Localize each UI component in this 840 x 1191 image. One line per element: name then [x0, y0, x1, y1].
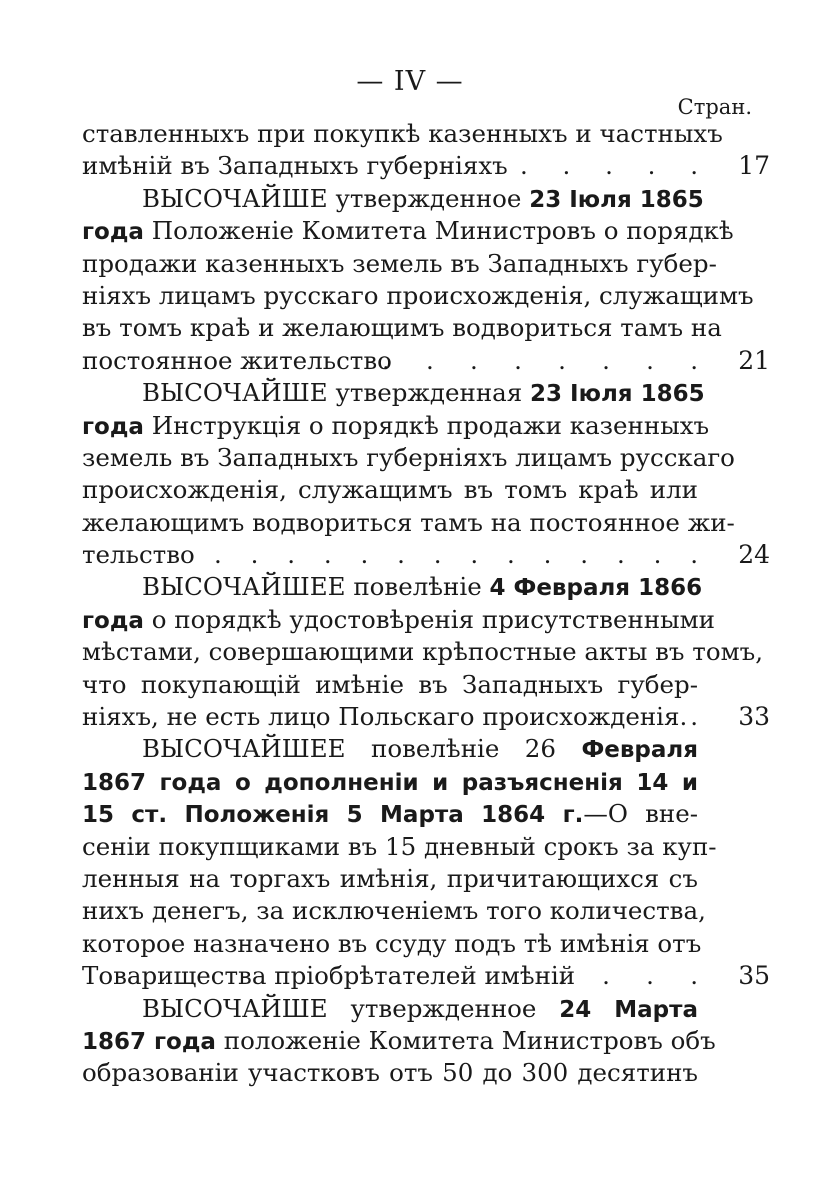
toc-page-number: 24 — [738, 540, 770, 570]
toc-line: ставленныхъ при покупкѣ казенныхъ и частныхъ — [82, 119, 723, 148]
toc-line: тельство . . . . . . . . . . . . . . 24 — [82, 539, 698, 571]
toc-line: нихъ денегъ, за исключеніемъ того количества, — [82, 896, 706, 926]
toc-line: ВЫСОЧАЙШЕ утвержденное 24 Марта — [142, 993, 698, 1023]
toc-line: 15 ст. Положенія 5 Марта 1864 г.—О вне- — [82, 799, 698, 829]
toc-line: происхожденія, служащимъ въ томъ краѣ или — [82, 475, 698, 505]
toc-line: образованіи участковъ отъ 50 до 300 десятинъ — [82, 1058, 698, 1088]
toc-page-number: 21 — [738, 345, 770, 375]
page-number: — IV — — [356, 66, 464, 97]
toc-line: которое назначено въ ссуду подъ тѣ имѣнія отъ — [82, 928, 702, 958]
toc-line: Товарищества пріобрѣтателей имѣній . . . . 35 — [82, 960, 698, 992]
toc-line: года о порядкѣ удостовѣренія присутственными — [82, 604, 716, 634]
toc-line: въ томъ краѣ и желающимъ водвориться тамъ на — [82, 313, 722, 343]
toc-line: ленныя на торгахъ имѣнія, причитающихся съ — [82, 863, 698, 893]
toc-line: 1867 года о дополненіи и разъясненія 14 и — [82, 769, 698, 796]
table-of-contents — [82, 118, 770, 1090]
toc-page-number: 33 — [738, 702, 770, 732]
toc-line: ніяхъ лицамъ русскаго происхожденія, служащимъ — [82, 280, 754, 310]
toc-line: имѣній въ Западныхъ губерніяхъ . . . . . 17 — [82, 150, 698, 182]
toc-line: года Инструкція о порядкѣ продажи казенныхъ — [82, 410, 710, 440]
leader-dots: . . . . — [558, 961, 698, 991]
toc-line: ВЫСОЧАЙШЕЕ повелѣніе 4 Февраля 1866 — [142, 572, 703, 602]
toc-line: сеніи покупщиками въ 15 дневный срокъ за куп- — [82, 831, 717, 861]
toc-line: постоянное жительство . . . . . . . . 21 — [82, 345, 698, 377]
toc-line: земель въ Западныхъ губерніяхъ лицамъ русскаго — [82, 442, 735, 472]
toc-line: продажи казенныхъ земель въ Западныхъ губер- — [82, 248, 717, 278]
leader-dots: . . . . . — [520, 151, 698, 181]
toc-line: года Положеніе Комитета Министровъ о порядкѣ — [82, 216, 734, 246]
toc-line: ВЫСОЧАЙШЕ утвержденное 23 Іюля 1865 — [142, 183, 704, 213]
leader-dots: . . . . . . . . . . . . . . — [214, 540, 698, 570]
toc-line: желающимъ водвориться тамъ на постоянное жи- — [82, 507, 735, 537]
toc-line: ВЫСОЧАЙШЕЕ повелѣніе 26 Февраля — [142, 734, 698, 764]
toc-page-number: 35 — [738, 961, 770, 991]
toc-line: что покупающій имѣніе въ Западныхъ губер- — [82, 669, 698, 699]
page-column-label: Стран. — [677, 95, 752, 119]
toc-line: ніяхъ, не есть лицо Польскаго происхожденія. . 33 — [82, 701, 698, 733]
toc-line: ВЫСОЧАЙШЕ утвержденная 23 Іюля 1865 — [142, 378, 705, 408]
toc-line: 1867 года положеніе Комитета Министровъ объ — [82, 1025, 716, 1055]
leader-dots: . . . . . . . . — [382, 345, 698, 375]
toc-line: мѣстами, совершающими крѣпостные акты въ томъ, — [82, 637, 764, 667]
leader-dots: . — [690, 702, 698, 732]
toc-page-number: 17 — [738, 151, 770, 181]
